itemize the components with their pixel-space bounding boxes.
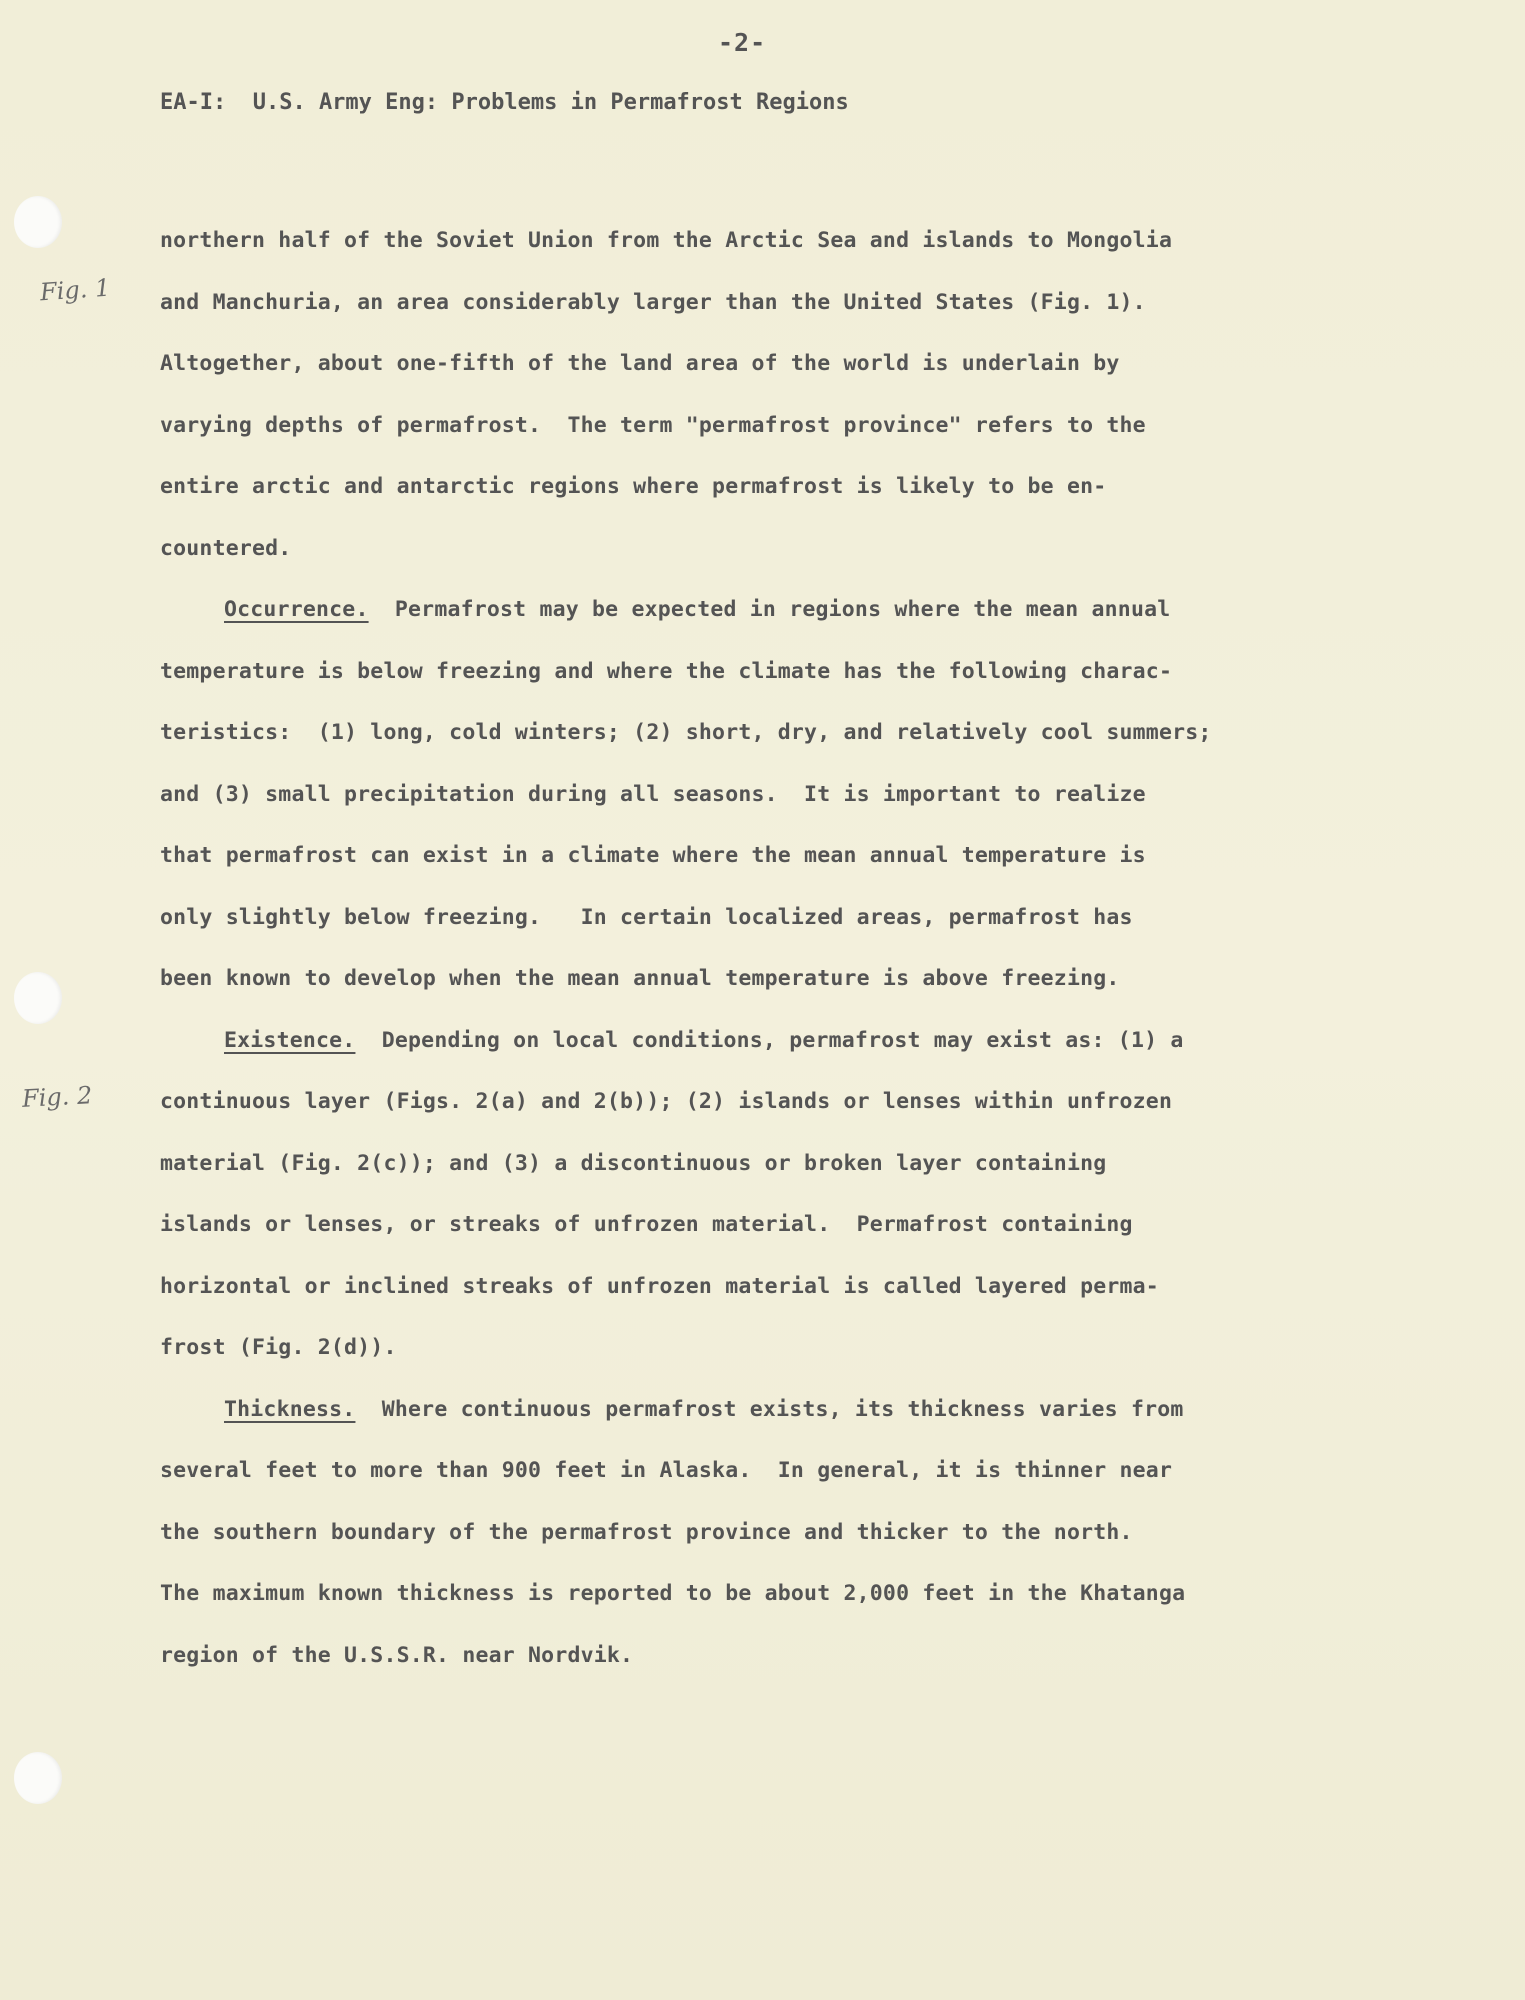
text-line: only slightly below freezing. In certain localized areas, permafrost has xyxy=(160,904,1133,930)
text-line: entire arctic and antarctic regions where permafrost is likely to be en- xyxy=(160,474,1107,499)
existence-paragraph xyxy=(160,1010,1405,1379)
text-run: Depending on local conditions, permafrost may exist as: (1) a xyxy=(355,1027,1184,1053)
paragraph-first-line xyxy=(160,1010,1405,1072)
text-line: and Manchuria, an area considerably larger than the United States (Fig. 1). xyxy=(160,289,1146,315)
body-text xyxy=(160,210,1405,1686)
text-line: countered. xyxy=(160,535,292,561)
section-heading-existence: Existence. xyxy=(224,1027,356,1053)
text-line: continuous layer (Figs. 2(a) and 2(b)); (2) islands or lenses within unfrozen xyxy=(160,1089,1173,1114)
punch-hole-bottom xyxy=(14,1752,62,1804)
text-line: Altogether, about one-fifth of the land area of the world is underlain by xyxy=(160,351,1120,376)
punch-hole-middle xyxy=(14,972,62,1024)
intro-paragraph xyxy=(160,210,1405,579)
text-line: the southern boundary of the permafrost province and thicker to the north. xyxy=(160,1519,1133,1545)
page-number: -2- xyxy=(718,28,767,57)
punch-hole-top xyxy=(14,196,62,248)
text-line: islands or lenses, or streaks of unfrozen material. Permafrost containing xyxy=(160,1212,1133,1237)
paragraph-first-line xyxy=(160,1379,1405,1441)
text-line: temperature is below freezing and where the climate has the following charac- xyxy=(160,658,1173,684)
margin-note-fig2: Fig. 2 xyxy=(21,1081,93,1113)
text-line: been known to develop when the mean annual temperature is above freezing. xyxy=(160,966,1120,991)
text-line: varying depths of permafrost. The term "permafrost province" refers to the xyxy=(160,412,1146,438)
text-run: Where continuous permafrost exists, its thickness varies from xyxy=(355,1396,1184,1422)
document-header: EA-I: U.S. Army Eng: Problems in Permafrost Regions xyxy=(160,90,849,115)
text-line: that permafrost can exist in a climate where the mean annual temperature is xyxy=(160,843,1146,868)
text-run: Permafrost may be expected in regions where the mean annual xyxy=(368,597,1171,622)
text-line: frost (Fig. 2(d)). xyxy=(160,1335,397,1360)
text-line: horizontal or inclined streaks of unfrozen material is called layered perma- xyxy=(160,1273,1159,1299)
text-line: teristics: (1) long, cold winters; (2) short, dry, and relatively cool summers; xyxy=(160,720,1212,745)
text-line: region of the U.S.S.R. near Nordvik. xyxy=(160,1642,634,1668)
text-line: several feet to more than 900 feet in Alaska. In general, it is thinner near xyxy=(160,1458,1173,1483)
occurrence-paragraph xyxy=(160,579,1405,1010)
text-line: northern half of the Soviet Union from the Arctic Sea and islands to Mongolia xyxy=(160,228,1173,253)
text-line: material (Fig. 2(c)); and (3) a discontinuous or broken layer containing xyxy=(160,1150,1107,1176)
paragraph-first-line xyxy=(160,579,1405,641)
section-heading-thickness: Thickness. xyxy=(224,1396,356,1422)
text-line: and (3) small precipitation during all seasons. It is important to realize xyxy=(160,781,1146,807)
text-line: The maximum known thickness is reported to be about 2,000 feet in the Khatanga xyxy=(160,1581,1186,1606)
margin-note-fig1: Fig. 1 xyxy=(39,273,112,307)
thickness-paragraph xyxy=(160,1379,1405,1687)
section-heading-occurrence: Occurrence. xyxy=(224,597,369,622)
